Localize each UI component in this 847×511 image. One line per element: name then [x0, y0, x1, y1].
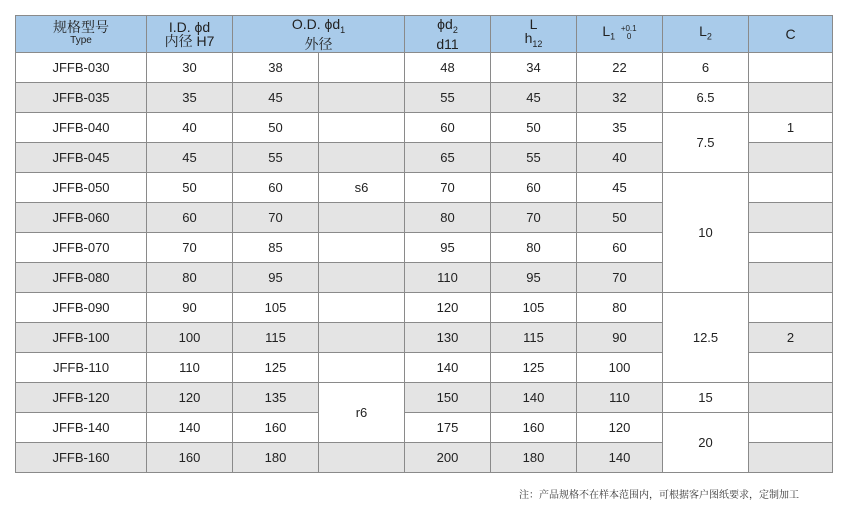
cell-type: JFFB-050 [16, 173, 147, 203]
cell-od: 160 [233, 413, 319, 443]
cell-id: 80 [147, 263, 233, 293]
cell-L: 45 [491, 83, 577, 113]
table-row [16, 83, 833, 113]
cell-L1: 80 [577, 293, 663, 323]
table-row [16, 53, 833, 83]
cell-id: 45 [147, 143, 233, 173]
cell-od: 115 [233, 323, 319, 353]
cell-type: JFFB-140 [16, 413, 147, 443]
header-type [16, 16, 147, 53]
header-L2 [663, 16, 749, 53]
cell-L: 34 [491, 53, 577, 83]
table-row [16, 293, 833, 323]
header-type-label: 规格型号 [53, 19, 109, 35]
cell-L2-merged: 20 [663, 413, 749, 473]
cell-C [749, 383, 833, 413]
cell-id: 35 [147, 83, 233, 113]
cell-L2-merged: 7.5 [663, 113, 749, 173]
cell-type: JFFB-080 [16, 263, 147, 293]
cell-L1: 70 [577, 263, 663, 293]
header-od-sub: 1 [340, 24, 346, 35]
cell-C: 2 [749, 323, 833, 353]
cell-od: 135 [233, 383, 319, 413]
cell-id: 120 [147, 383, 233, 413]
cell-d2: 175 [405, 413, 491, 443]
cell-od: 45 [233, 83, 319, 113]
header-L1-tolerance [621, 25, 637, 41]
cell-L1: 110 [577, 383, 663, 413]
cell-od: 50 [233, 113, 319, 143]
cell-type: JFFB-060 [16, 203, 147, 233]
cell-C [749, 353, 833, 383]
cell-L1: 22 [577, 53, 663, 83]
cell-od: 55 [233, 143, 319, 173]
cell-od-tol [319, 53, 405, 83]
cell-d2: 150 [405, 383, 491, 413]
header-od [233, 16, 405, 53]
cell-L: 95 [491, 263, 577, 293]
cell-C: 1 [749, 113, 833, 143]
cell-od-tol [319, 233, 405, 263]
header-L2-main: L [699, 23, 707, 40]
header-d2-line1 [405, 17, 490, 37]
header-L1-sub: 1 [610, 31, 616, 42]
cell-type: JFFB-120 [16, 383, 147, 413]
cell-od: 95 [233, 263, 319, 293]
header-d2-sub: 2 [452, 24, 458, 35]
header-C-label: C [785, 25, 796, 42]
cell-L1: 32 [577, 83, 663, 113]
cell-type: JFFB-030 [16, 53, 147, 83]
cell-C [749, 443, 833, 473]
cell-type: JFFB-160 [16, 443, 147, 473]
footnote: 注：产品规格不在样本范围内，可根据客户图纸要求，定制加工 [519, 490, 799, 501]
cell-L: 125 [491, 353, 577, 383]
header-L1-main: L [602, 23, 611, 40]
cell-C [749, 143, 833, 173]
header-L1-tol-upper: +0.1 [620, 23, 637, 33]
cell-od: 38 [233, 53, 319, 83]
cell-od: 85 [233, 233, 319, 263]
header-type-sub: Type [70, 35, 92, 46]
cell-id: 60 [147, 203, 233, 233]
cell-id: 30 [147, 53, 233, 83]
cell-type: JFFB-045 [16, 143, 147, 173]
header-L1 [577, 16, 663, 53]
cell-od-tol [319, 293, 405, 323]
cell-od-tol [319, 323, 405, 353]
cell-id: 110 [147, 353, 233, 383]
cell-d2: 48 [405, 53, 491, 83]
cell-C [749, 233, 833, 263]
cell-od: 125 [233, 353, 319, 383]
cell-C [749, 83, 833, 113]
cell-d2: 95 [405, 233, 491, 263]
cell-L: 70 [491, 203, 577, 233]
table-row [16, 383, 833, 413]
cell-C [749, 413, 833, 443]
cell-d2: 55 [405, 83, 491, 113]
cell-L1: 45 [577, 173, 663, 203]
cell-od: 60 [233, 173, 319, 203]
cell-id: 70 [147, 233, 233, 263]
cell-id: 160 [147, 443, 233, 473]
header-L2-sub: 2 [706, 31, 712, 42]
cell-L1: 50 [577, 203, 663, 233]
cell-C [749, 53, 833, 83]
header-d2-line2: d11 [436, 35, 459, 52]
cell-L1: 40 [577, 143, 663, 173]
cell-od-tol [319, 83, 405, 113]
cell-d2: 80 [405, 203, 491, 233]
cell-od-tol-merged: r6 [319, 383, 405, 443]
cell-C [749, 173, 833, 203]
table-row [16, 173, 833, 203]
header-L-h: h [524, 30, 533, 47]
header-L [491, 16, 577, 53]
cell-L2-merged: 10 [663, 173, 749, 293]
cell-L: 115 [491, 323, 577, 353]
header-od-line1 [233, 17, 404, 37]
cell-L1: 90 [577, 323, 663, 353]
cell-d2: 140 [405, 353, 491, 383]
cell-d2: 120 [405, 293, 491, 323]
cell-type: JFFB-040 [16, 113, 147, 143]
cell-L: 55 [491, 143, 577, 173]
header-L1-tol-lower: 0 [626, 31, 632, 41]
cell-id: 40 [147, 113, 233, 143]
cell-L1: 140 [577, 443, 663, 473]
spec-table [15, 15, 833, 473]
header-od-line2: 外径 [304, 35, 333, 52]
header-L-line2 [491, 31, 576, 51]
cell-id: 90 [147, 293, 233, 323]
table-row [16, 413, 833, 443]
header-L-h-sub: 12 [532, 38, 543, 49]
cell-type: JFFB-110 [16, 353, 147, 383]
cell-L: 60 [491, 173, 577, 203]
cell-L1: 35 [577, 113, 663, 143]
cell-L: 80 [491, 233, 577, 263]
cell-id: 50 [147, 173, 233, 203]
spec-table-container [15, 15, 832, 473]
cell-L: 140 [491, 383, 577, 413]
cell-C [749, 203, 833, 233]
cell-d2: 65 [405, 143, 491, 173]
cell-d2: 60 [405, 113, 491, 143]
cell-L: 160 [491, 413, 577, 443]
cell-id: 100 [147, 323, 233, 353]
cell-od-tol [319, 203, 405, 233]
header-id-line1: I.D. ϕd [168, 19, 211, 35]
cell-id: 140 [147, 413, 233, 443]
cell-L2-merged: 12.5 [663, 293, 749, 383]
cell-od-tol [319, 353, 405, 383]
cell-type: JFFB-070 [16, 233, 147, 263]
header-d2 [405, 16, 491, 53]
cell-C [749, 263, 833, 293]
header-d2-symbol: ϕd [437, 16, 453, 33]
cell-od-tol [319, 263, 405, 293]
cell-od-tol: s6 [319, 173, 405, 203]
cell-od: 180 [233, 443, 319, 473]
table-row [16, 113, 833, 143]
cell-L1: 120 [577, 413, 663, 443]
cell-d2: 200 [405, 443, 491, 473]
cell-od: 70 [233, 203, 319, 233]
cell-L: 105 [491, 293, 577, 323]
cell-od: 105 [233, 293, 319, 323]
cell-L: 180 [491, 443, 577, 473]
cell-L1: 60 [577, 233, 663, 263]
header-L-line1: L [529, 16, 538, 33]
cell-L2: 6.5 [663, 83, 749, 113]
cell-d2: 130 [405, 323, 491, 353]
cell-type: JFFB-090 [16, 293, 147, 323]
header-C [749, 16, 833, 53]
cell-L2: 6 [663, 53, 749, 83]
cell-type: JFFB-035 [16, 83, 147, 113]
cell-C [749, 293, 833, 323]
cell-type: JFFB-100 [16, 323, 147, 353]
cell-d2: 110 [405, 263, 491, 293]
cell-L: 50 [491, 113, 577, 143]
cell-od-tol [319, 143, 405, 173]
header-row [16, 16, 833, 53]
cell-L2: 15 [663, 383, 749, 413]
cell-od-tol [319, 113, 405, 143]
header-id-line2: 内径 H7 [164, 33, 215, 49]
header-od-symbol: O.D. ϕd [291, 16, 341, 33]
header-id [147, 16, 233, 53]
cell-d2: 70 [405, 173, 491, 203]
cell-od-tol [319, 443, 405, 473]
cell-L1: 100 [577, 353, 663, 383]
